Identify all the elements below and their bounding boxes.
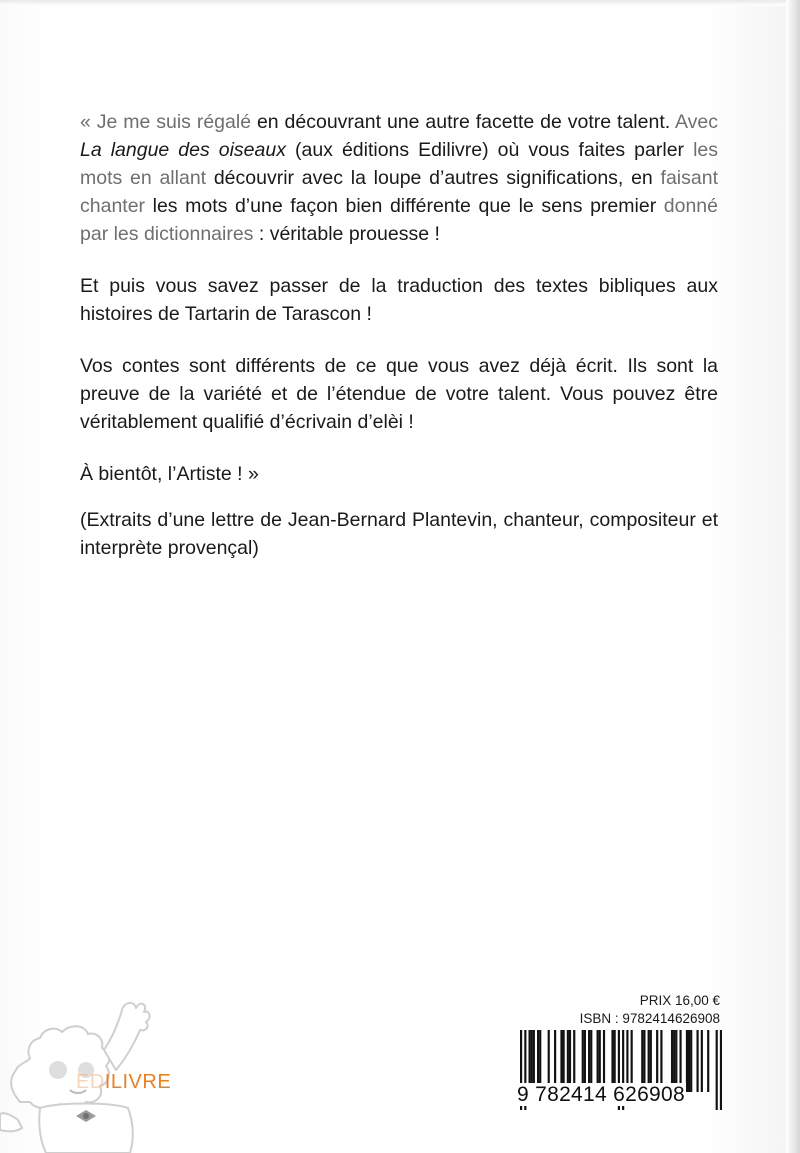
quote-text: les mots en allant [80,139,718,189]
isbn-label: ISBN : 9782414626908 [579,1011,720,1026]
logo-ed: ED [76,1071,105,1093]
barcode-digits [516,1083,728,1107]
quote-text: faisant chanter [80,167,718,217]
quote-closing: À bientôt, l’Artiste ! » [80,463,259,485]
quote-text: donné par les dictionnaires [80,195,718,245]
quote-text: les mots d’une façon bien différente que le sens premier [145,195,664,217]
publisher-logo-text [76,1071,171,1094]
logo-livre: ILIVRE [104,1071,172,1093]
quote-text: découvrir avec la loupe d’autres significations, en [206,167,661,189]
quote-opening: « Je me suis régalé [80,111,252,133]
price-label: PRIX 16,00 € [639,993,720,1008]
attribution: (Extraits d’une lettre de Jean-Bernard Plantevin, chanteur, compositeur et interprète provençal) [80,509,718,559]
barcode-number: 9 782414 626908 [517,1083,685,1106]
quote-text: (aux éditions Edilivre) où vous faites parler [285,139,694,161]
quote-paragraph-3: Vos contes sont différents de ce que vous avez déjà écrit. Ils sont la preuve de la variété et de l’étendue de votre talent. Vous pouvez être véritablement qualifié d’écrivain d’elèi ! [80,355,718,433]
right-edge-shadow [786,0,800,1153]
quote-paragraph-2: Et puis vous savez passer de la traduction des textes bibliques aux histoires de Tartarin de Tarascon ! [80,275,718,325]
quote-text-block [80,108,718,586]
quote-text: : véritable prouesse ! [253,223,440,245]
quote-paragraph-1 [80,108,718,248]
quote-text: Avec [675,111,718,133]
book-title: La langue des oiseaux [80,139,286,161]
quote-text: en découvrant une autre facette de votre talent. [251,111,675,133]
top-edge-shadow [0,0,800,6]
